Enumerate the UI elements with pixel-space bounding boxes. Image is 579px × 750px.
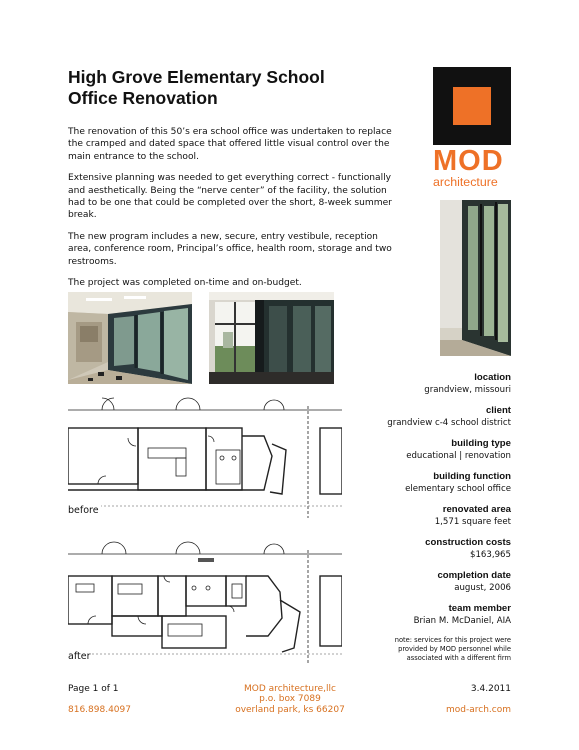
fact-value: educational | renovation: [406, 451, 511, 461]
po-box: p.o. box 7089: [259, 694, 321, 704]
phone-number: 816.898.4097: [68, 705, 131, 715]
fact-label: renovated area: [442, 504, 511, 515]
page-number: Page 1 of 1: [68, 684, 119, 694]
fact-client: [331, 405, 511, 429]
fact-label: building function: [433, 471, 511, 482]
fact-location: [331, 372, 511, 396]
fact-value: Brian M. McDaniel, AIA: [413, 616, 511, 626]
fact-building-function: [331, 471, 511, 495]
fact-value: 1,571 square feet: [434, 517, 511, 527]
fact-building-type: [331, 438, 511, 462]
mod-logo-mark: [433, 67, 511, 145]
project-facts: [331, 372, 511, 636]
services-note: note: services for this project were provided by MOD personnel while associated with a different firm: [394, 636, 511, 662]
window-detail-photo: [440, 200, 511, 356]
fact-label: client: [485, 405, 511, 416]
floor-plan-before: [68, 396, 342, 518]
logo-architecture-text: architecture: [433, 175, 498, 189]
paragraph: Extensive planning was needed to get everything correct - functionally and aesthetically. Being the “nerve center” of the facility, the solution had to be one that could be completed over the short, 8-week summer break.: [68, 173, 392, 221]
title-line-1: High Grove Elementary School: [68, 67, 325, 87]
entry-windows-photo: [209, 292, 334, 384]
company-name: MOD architecture,llc: [244, 684, 336, 694]
before-label: before: [68, 505, 99, 516]
fact-value: grandview c-4 school district: [387, 418, 511, 428]
logo-mod-text: MOD: [433, 145, 504, 177]
fact-value: $163,965: [469, 550, 511, 560]
document-date: 3.4.2011: [470, 684, 511, 694]
title-line-2: Office Renovation: [68, 88, 218, 108]
fact-label: construction costs: [425, 537, 511, 548]
fact-construction-costs: [331, 537, 511, 561]
fact-label: building type: [451, 438, 511, 449]
logo-square-icon: [453, 87, 491, 125]
paragraph: The new program includes a new, secure, entry vestibule, reception area, conference room, Principal’s office, health room, storage and two restrooms.: [68, 231, 392, 267]
fact-label: location: [474, 372, 511, 383]
paragraph: The renovation of this 50’s era school office was undertaken to replace the cramped and dated space that offered little visual control over the main entrance to the school.: [68, 127, 392, 162]
fact-completion-date: [331, 570, 511, 594]
fact-value: grandview, missouri: [424, 385, 511, 395]
fact-label: team member: [448, 603, 511, 614]
fact-value: elementary school office: [405, 484, 511, 494]
fact-renovated-area: [331, 504, 511, 528]
paragraph: The project was completed on-time and on-budget.: [68, 278, 302, 289]
office-interior-photo: [68, 292, 192, 384]
after-label: after: [68, 651, 91, 662]
fact-value: august, 2006: [454, 583, 511, 593]
page-title: [68, 67, 398, 109]
city-address: overland park, ks 66207: [235, 705, 345, 715]
fact-team-member: [331, 603, 511, 627]
website-link[interactable]: mod-arch.com: [446, 705, 511, 715]
fact-label: completion date: [437, 570, 511, 581]
project-description: [68, 126, 394, 298]
floor-plan-after: [68, 540, 342, 664]
